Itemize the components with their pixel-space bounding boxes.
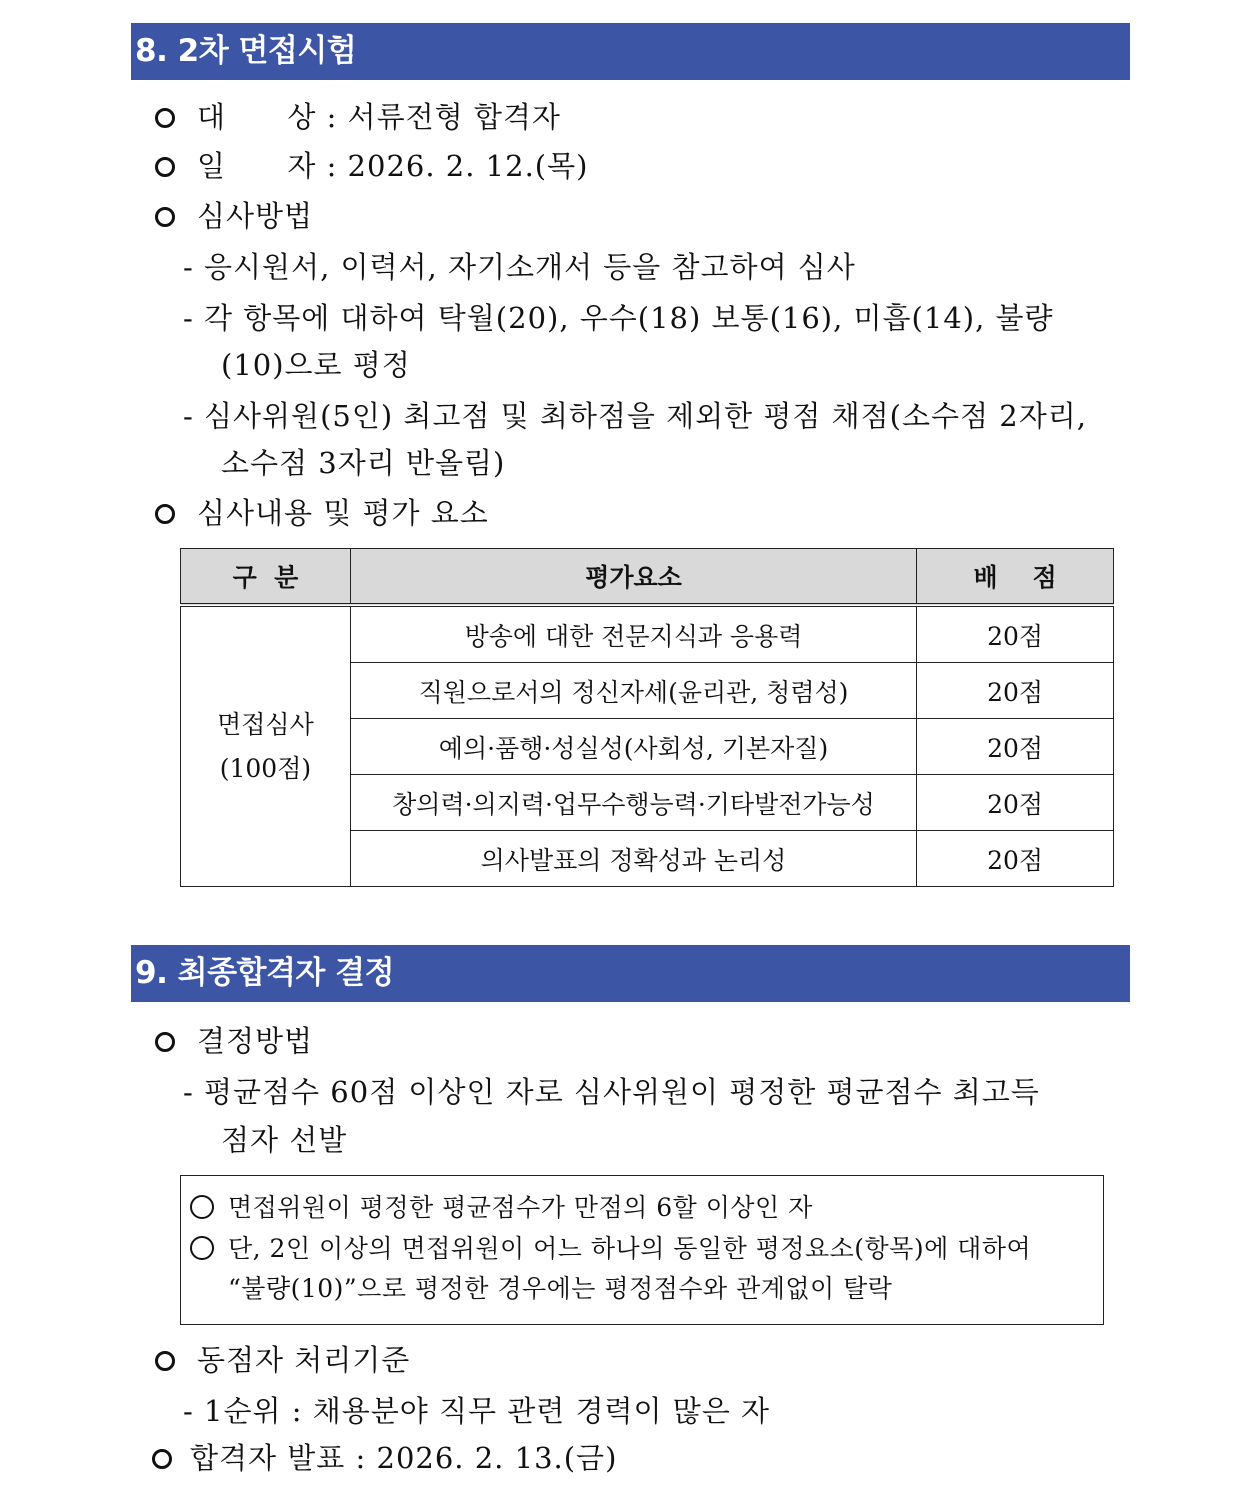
element-cell: 직원으로서의 정신자세(윤리관, 청렴성) (350, 663, 916, 719)
circle-bullet-icon (190, 1195, 214, 1219)
method-item-2: - 각 항목에 대하여 탁월(20), 우수(18) 보통(16), 미흡(14), 불량 (183, 301, 1054, 335)
criteria-line-2 (190, 1232, 1031, 1266)
group-points: (100점) (219, 753, 312, 783)
score-cell: 20점 (917, 831, 1114, 887)
table-row (181, 605, 1114, 663)
method-item-3: - 심사위원(5인) 최고점 및 최하점을 제외한 평점 채점(소수점 2자리, (183, 399, 1087, 433)
score-cell: 20점 (917, 775, 1114, 831)
tie-label: 동점자 처리기준 (197, 1343, 411, 1377)
announce-line (152, 1438, 617, 1478)
method-item-1: - 응시원서, 이력서, 자기소개서 등을 참고하여 심사 (183, 250, 856, 284)
date-value: : 2026. 2. 12.(목) (326, 149, 589, 183)
target-value: : 서류전형 합격자 (326, 100, 561, 134)
criteria-line-3: “불량(10)”으로 평정한 경우에는 평정점수와 관계없이 탈락 (228, 1274, 893, 1303)
criteria-text-1: 면접위원이 평정한 평균점수가 만점의 6할 이상인 자 (228, 1193, 813, 1222)
criteria-text-2: 단, 2인 이상의 면접위원이 어느 하나의 동일한 평정요소(항목)에 대하여 (228, 1234, 1032, 1263)
decision-line (155, 1021, 313, 1061)
score-cell: 20점 (917, 663, 1114, 719)
announce-text: 합격자 발표 : 2026. 2. 13.(금) (190, 1441, 618, 1475)
element-cell: 예의·품행·성실성(사회성, 기본자질) (350, 719, 916, 775)
element-cell: 방송에 대한 전문지식과 응용력 (350, 605, 916, 663)
circle-bullet-icon (155, 207, 175, 227)
decision-label: 결정방법 (197, 1024, 314, 1058)
group-label: 면접심사 (217, 709, 314, 739)
date-line (155, 146, 588, 186)
circle-bullet-icon (155, 1351, 175, 1371)
circle-bullet-icon (155, 504, 175, 524)
circle-bullet-icon (155, 1032, 175, 1052)
header-category: 구 분 (181, 549, 351, 606)
method-label: 심사방법 (197, 199, 314, 233)
target-line (155, 97, 561, 137)
section-8-header: 8. 2차 면접시험 (131, 23, 1130, 80)
element-cell: 창의력·의지력·업무수행능력·기타발전가능성 (350, 775, 916, 831)
circle-bullet-icon (155, 108, 175, 128)
circle-bullet-icon (155, 157, 175, 177)
content-line (155, 493, 489, 533)
score-cell: 20점 (917, 605, 1114, 663)
circle-bullet-icon (190, 1236, 214, 1260)
method-item-2-cont: (10)으로 평정 (221, 348, 411, 382)
target-label: 대 상 (197, 100, 317, 134)
decision-item-1-cont: 점자 선발 (221, 1123, 348, 1157)
header-element: 평가요소 (350, 549, 916, 606)
content-label: 심사내용 및 평가 요소 (197, 496, 489, 530)
element-cell: 의사발표의 정확성과 논리성 (350, 831, 916, 887)
decision-item-1: - 평균점수 60점 이상인 자로 심사위원이 평정한 평균점수 최고득 (183, 1075, 1040, 1109)
tie-item: - 1순위 : 채용분야 직무 관련 경력이 많은 자 (183, 1394, 770, 1428)
tie-line (155, 1340, 410, 1380)
header-score: 배 점 (917, 549, 1114, 606)
method-item-3-cont: 소수점 3자리 반올림) (221, 446, 506, 480)
group-cell (181, 605, 351, 887)
circle-bullet-icon (152, 1449, 172, 1469)
score-cell: 20점 (917, 719, 1114, 775)
section-9-header: 9. 최종합격자 결정 (131, 945, 1130, 1002)
table-header-row (181, 549, 1114, 606)
criteria-line-1 (190, 1191, 813, 1225)
method-line (155, 196, 313, 236)
date-label: 일 자 (197, 149, 317, 183)
evaluation-table (180, 548, 1114, 887)
